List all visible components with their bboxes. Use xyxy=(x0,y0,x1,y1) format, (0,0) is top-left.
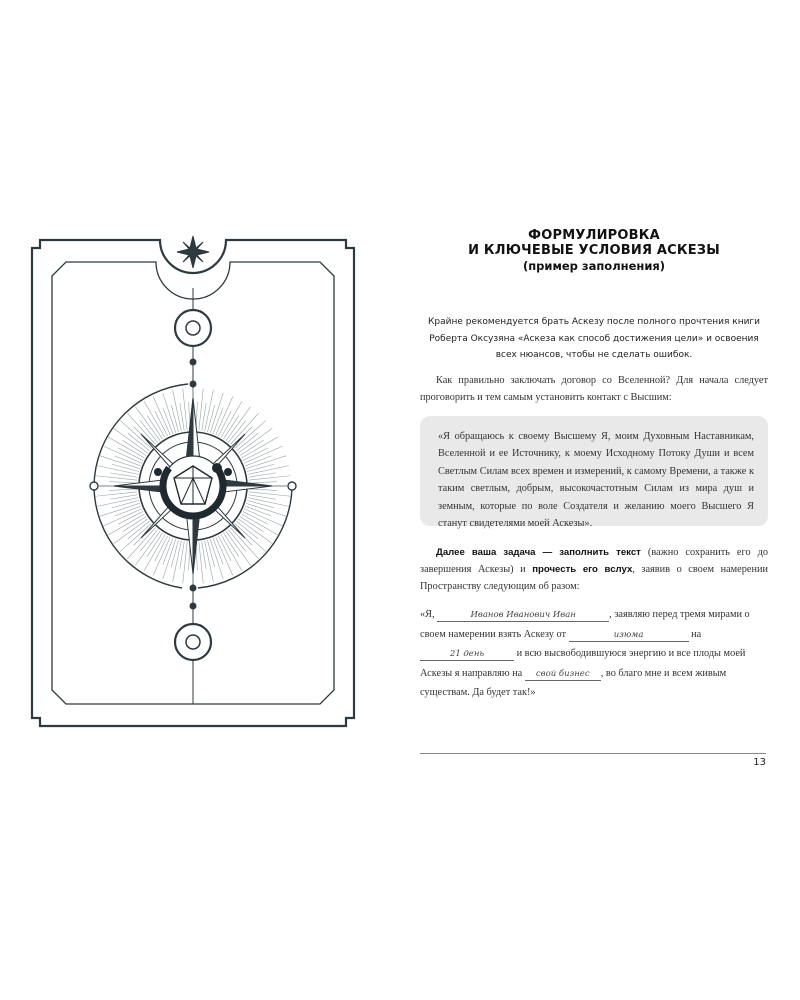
oath-text-5: , во благо мне и всем живым существам. Да будет так!» xyxy=(420,667,727,698)
intro-line-2: Роберта Оксузяна «Аскеза как способ достижения цели» и освоения xyxy=(429,333,759,344)
oath-paragraph xyxy=(420,605,768,703)
text-column xyxy=(420,228,768,698)
invocation-quote-box xyxy=(420,416,768,530)
direct-energy-field[interactable]: свой бизнес xyxy=(525,669,601,681)
oath-text-1: «Я, xyxy=(420,609,438,620)
axis-dot xyxy=(190,359,197,366)
question-paragraph: Как правильно заключать договор со Вселенной? Для начала следует проговорить и тем самым установить контакт с Высшим: xyxy=(420,375,768,403)
task-paragraph xyxy=(420,544,768,595)
intro-note xyxy=(420,314,768,364)
oath-text-3: на xyxy=(688,628,702,640)
title-line-2: И КЛЮЧЕВЫЕ УСЛОВИЯ АСКЕЗЫ xyxy=(468,243,720,258)
page-number: 13 xyxy=(753,757,766,768)
intro-line-1: Крайне рекомендуется брать Аскезу после полного прочтения книги xyxy=(427,317,760,327)
title-line-1: ФОРМУЛИРОВКА xyxy=(528,228,660,243)
axis-dot xyxy=(190,603,197,610)
invocation-quote-text: «Я обращаюсь к своему Высшему Я, моим Духовным Наставникам, Вселенной и ее Источнику, к моему Исходному Потоку Души и всем Светлым Силам всех времен и измерений, к самому Времени, а также к таким светлым, добрым, высокочастотным Силам из мира душ и земным, которые по воле Создателя и желанию моего Высшего Я станут свидетелями моей Аскезы». xyxy=(438,431,754,530)
intro-line-3: всех нюансов, чтобы не сделать ошибок. xyxy=(495,350,693,360)
axis-dot xyxy=(190,585,197,592)
abstain-from-field[interactable]: изюма xyxy=(569,630,689,642)
esoteric-compass-illustration xyxy=(22,228,364,738)
lower-ring-icon xyxy=(175,624,211,660)
upper-ring-icon xyxy=(175,310,211,346)
top-star-icon xyxy=(177,236,209,268)
name-field[interactable]: Иванов Иванович Иван xyxy=(437,610,609,622)
axis-dot xyxy=(190,381,197,388)
footer-rule xyxy=(420,753,766,754)
oath-text-2: , заявляю перед тремя мирами о своем намерении взять Аскезу от xyxy=(420,609,750,640)
task-bold-2: прочесть его вслух xyxy=(532,564,633,575)
task-text-2: , заявив о своем намерении Пространству следующим об разом: xyxy=(420,564,768,592)
task-bold-1: Далее ваша задача — заполнить текст xyxy=(436,547,641,558)
oath-text-4: и всю высвободившуюся энергию и все плоды моей Аскезы я направляю на xyxy=(420,648,746,679)
duration-field[interactable]: 21 день xyxy=(420,649,514,661)
page-subtitle: (пример заполнения) xyxy=(522,259,666,273)
page-title xyxy=(420,228,768,258)
task-text-1: (важно сохранить его до завершения Аскезы) и xyxy=(420,547,768,575)
